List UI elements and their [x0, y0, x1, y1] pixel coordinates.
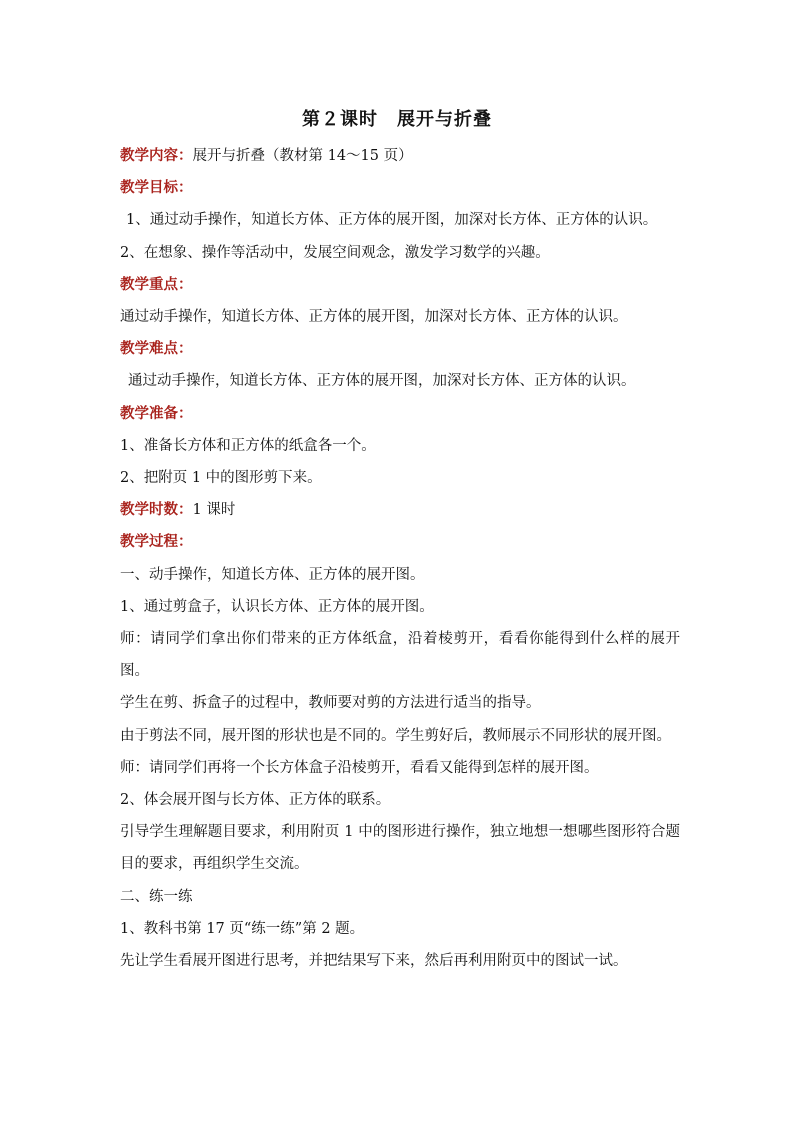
- hours-value: 1 课时: [192, 502, 236, 519]
- process-line: 一、动手操作，知道长方体、正方体的展开图。: [120, 566, 425, 583]
- difficulty-value: 通过动手操作，知道长方体、正方体的展开图，加深对长方体、正方体的认识。: [128, 373, 636, 390]
- content-value: 展开与折叠（教材第 14～15 页）: [192, 148, 413, 164]
- process-line: 由于剪法不同，展开图的形状也是不同的。学生剪好后，教师展示不同形状的展开图。: [120, 727, 671, 744]
- process-line: 2、体会展开图与长方体、正方体的联系。: [120, 792, 391, 809]
- process-line: 二、练一练: [120, 888, 193, 905]
- hours-label: 教学时数：: [120, 501, 193, 519]
- prep-item-2: 2、把附页 1 中的图形剪下来。: [120, 470, 322, 487]
- objective-2: 2、在想象、操作等活动中，发展空间观念，激发学习数学的兴趣。: [120, 244, 550, 261]
- hours-row: [120, 494, 680, 526]
- prep-heading: 教学准备：: [120, 404, 193, 422]
- content-row: [120, 140, 680, 172]
- process-line: 先让学生看展开图进行思考，并把结果写下来，然后再利用附页中的图试一试。: [120, 953, 628, 970]
- key-value: 通过动手操作，知道长方体、正方体的展开图，加深对长方体、正方体的认识。: [120, 309, 628, 326]
- page-title: 第２课时 展开与折叠: [302, 109, 492, 130]
- process-line: 学生在剪、拆盒子的过程中，教师要对剪的方法进行适当的指导。: [120, 695, 541, 712]
- objective-1: 1、通过动手操作，知道长方体、正方体的展开图，加深对长方体、正方体的认识。: [126, 212, 658, 229]
- key-heading: 教学重点：: [120, 275, 193, 293]
- objectives-heading: 教学目标：: [120, 179, 193, 197]
- process-line: 师：请同学们拿出你们带来的正方体纸盒，沿着棱剪开，看看你能得到什么样的展开图。: [120, 631, 680, 680]
- process-line: 1、教科书第 17 页“练一练”第 2 题。: [120, 920, 365, 937]
- lesson-body: [120, 140, 680, 977]
- process-line: 引导学生理解题目要求，利用附页 1 中的图形进行操作，独立地想一想哪些图形符合题目的要求，再组织学生交流。: [120, 824, 680, 873]
- process-line: 1、通过剪盒子，认识长方体、正方体的展开图。: [120, 598, 434, 615]
- prep-item-1: 1、准备长方体和正方体的纸盒各一个。: [120, 437, 376, 454]
- difficulty-heading: 教学难点：: [120, 340, 193, 358]
- process-heading: 教学过程：: [120, 533, 193, 551]
- content-label: 教学内容：: [120, 147, 193, 164]
- process-line: 师：请同学们再将一个长方体盒子沿棱剪开，看看又能得到怎样的展开图。: [120, 759, 599, 776]
